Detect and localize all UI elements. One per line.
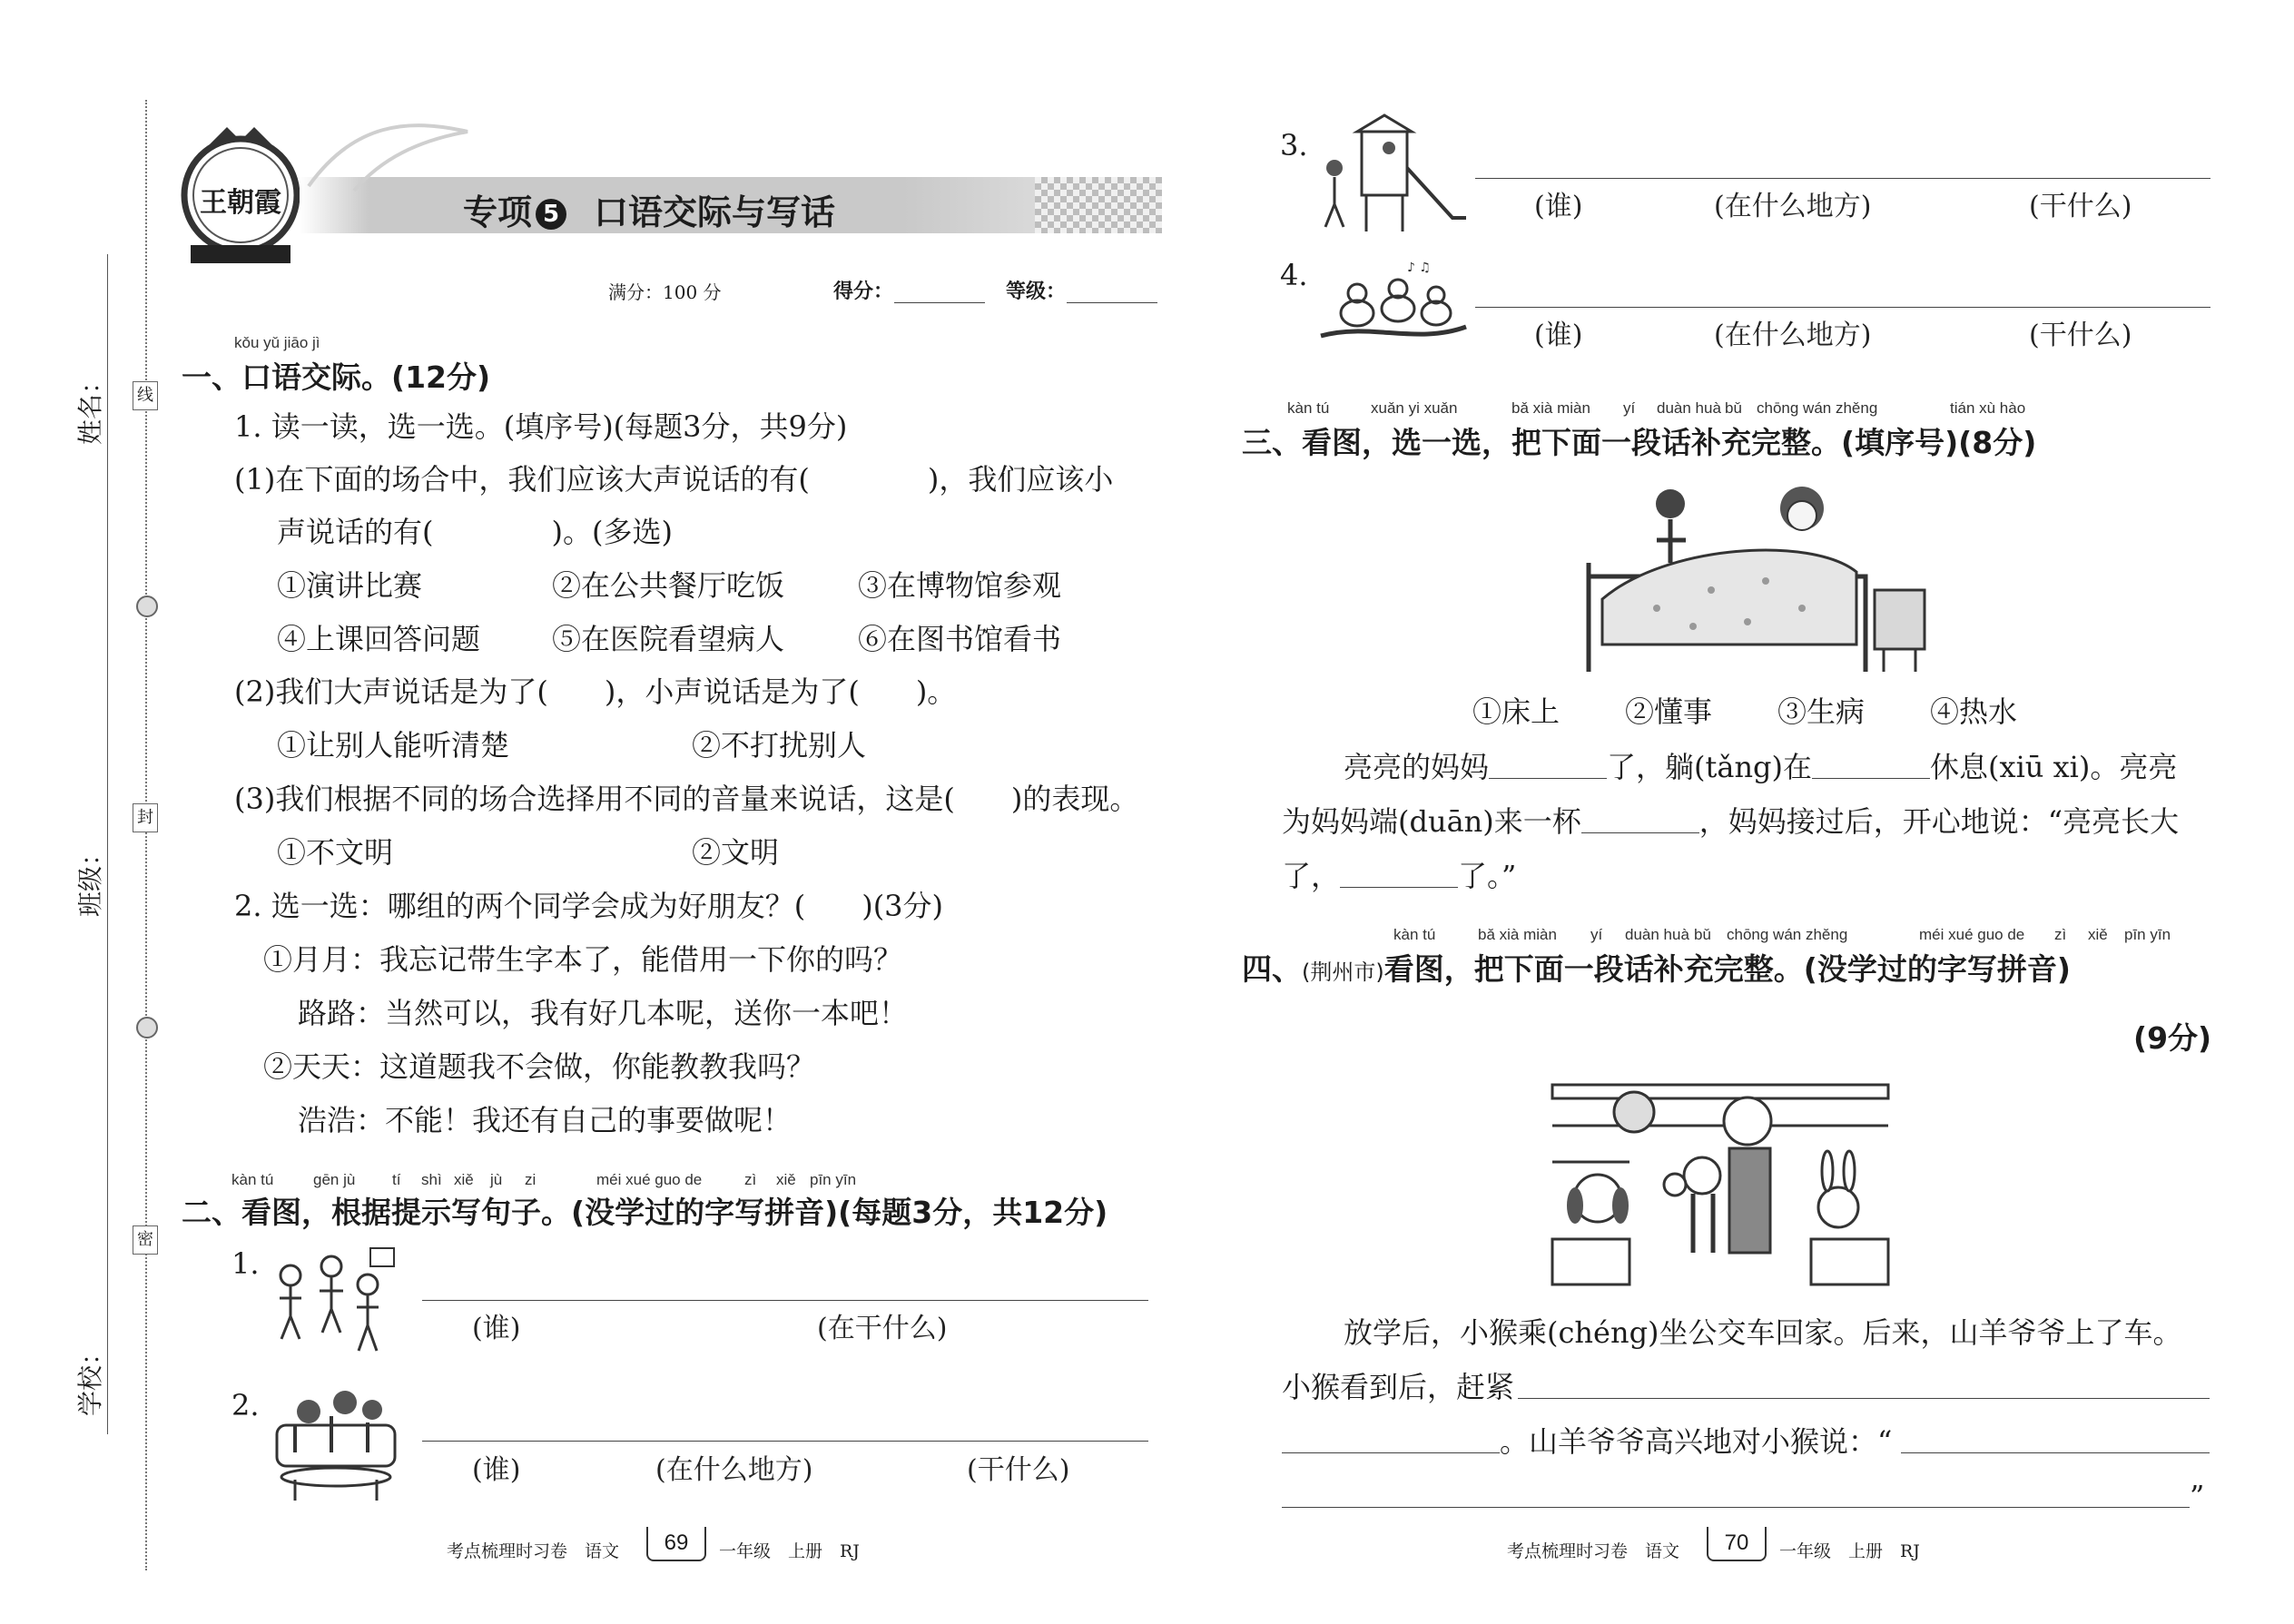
hint-label: (谁) [1534, 320, 1583, 351]
section-heading: 二、看图，根据提示写句子。(没学过的字写拼音)(每题3分，共12分) [182, 1195, 1108, 1230]
dialogue-line: 路路：当然可以，我有好几本呢，送你一本吧！ [298, 996, 909, 1030]
paragraph-line: 亮亮的妈妈 了，躺(tǎng)在 休息(xiū xi)。亮亮 [1344, 750, 2178, 784]
answer-blank[interactable] [1812, 751, 1930, 779]
answer-blank[interactable] [1581, 805, 1699, 833]
pinyin-word: bǔ [1694, 926, 1711, 943]
page-number: 70 [1707, 1527, 1767, 1561]
pinyin-word: zì [2054, 926, 2067, 943]
answer-line[interactable] [1475, 307, 2210, 308]
school-label: 学校： [75, 1339, 105, 1416]
pinyin-word: pīn yīn [810, 1171, 857, 1188]
answer-line[interactable] [422, 1300, 1148, 1301]
answer-blank[interactable] [1489, 751, 1607, 779]
hint-label: (干什么) [967, 1454, 1070, 1486]
option: ④上课回答问题 [277, 622, 481, 656]
pinyin-word: bǎ xià miàn [1478, 926, 1557, 943]
q1-2: (2)我们大声说话是为了( )，小声说话是为了( )。 [234, 674, 957, 709]
title-number-badge: 5 [536, 199, 566, 230]
dialogue-line: ②天天：这道题我不会做，你能教教我吗？ [263, 1049, 816, 1084]
answer-line[interactable] [422, 1441, 1148, 1442]
title-checker [1035, 177, 1162, 233]
hint-label: (谁) [472, 1313, 521, 1344]
binding-hole-icon [136, 1017, 158, 1038]
q1-1-line2: 声说话的有( )。(多选) [277, 515, 673, 549]
pinyin-word: xiě [454, 1171, 474, 1188]
answer-line[interactable] [1282, 1507, 2190, 1508]
dialogue-line: ①月月：我忘记带生字本了，能借用一下你的吗？ [263, 942, 903, 977]
option: ②不打扰别人 [692, 728, 867, 763]
pinyin-word: yí [1590, 926, 1603, 943]
paragraph-line: 小猴看到后，赶紧 [1282, 1370, 1515, 1404]
score-label: 得分： [833, 280, 894, 303]
pinyin-word: pīn yīn [2124, 926, 2171, 943]
pinyin-word: kàn tú [1287, 399, 1330, 417]
option: ⑤在医院看望病人 [552, 622, 785, 656]
pinyin-word: bǎ xià miàn [1511, 399, 1590, 417]
item-number: 1. [231, 1246, 260, 1281]
pinyin-word: tí [392, 1171, 401, 1188]
hint-label: (在什么地方) [1714, 320, 1872, 351]
paragraph-line: 了， 了。” [1282, 859, 1517, 893]
pinyin-word: xiě [776, 1171, 796, 1188]
paragraph-line: 为妈妈端(duān)来一杯 ，妈妈接过后，开心地说：“亮亮长大 [1282, 804, 2180, 839]
binding-hole-icon [136, 595, 158, 617]
pinyin-word: yí [1623, 399, 1636, 417]
question-1: 1. 读一读，选一选。(填序号)(每题3分，共9分) [234, 409, 848, 444]
option: ③生病 [1777, 694, 1866, 729]
fold-dotted-line [145, 100, 147, 1570]
section-heading: 三、看图，选一选，把下面一段话补充完整。(填序号)(8分) [1242, 425, 2037, 460]
hint-label: (干什么) [2029, 191, 2132, 222]
hint-label: (谁) [472, 1454, 521, 1486]
logo-text: 王朝霞 [200, 187, 281, 219]
cut-mark-xian: 线 [133, 381, 158, 410]
page-title [463, 184, 835, 234]
hint-label: (干什么) [2029, 320, 2132, 351]
footer-book: 考点梳理时习卷 语文 [447, 1541, 620, 1561]
question-2: 2. 选一选：哪组的两个同学会成为好朋友？( )(3分) [234, 889, 944, 923]
grade-blank[interactable] [1067, 302, 1157, 303]
hint-label: (在什么地方) [1714, 191, 1872, 222]
pinyin-word: méi xué guo de [596, 1171, 703, 1188]
pinyin-word: xiě [2088, 926, 2108, 943]
cut-mark-mi: 密 [133, 1225, 158, 1255]
hint-label: (在什么地方) [655, 1454, 813, 1486]
option: ①演讲比赛 [277, 568, 423, 603]
title-prefix: 专项 [463, 192, 533, 232]
pinyin-word: bǔ [1725, 399, 1742, 417]
item-number: 2. [231, 1388, 260, 1422]
answer-line[interactable] [1518, 1398, 2210, 1399]
dialogue-line: 浩浩：不能！我还有自己的事要做呢！ [298, 1103, 793, 1137]
answer-blank[interactable] [1340, 860, 1458, 888]
pinyin-word: gēn jù [313, 1171, 356, 1188]
picture-playground-slide [1316, 113, 1471, 236]
pinyin-word: kàn tú [1393, 926, 1436, 943]
section-heading: 一、口语交际。(12分) [182, 359, 491, 395]
title-text: 口语交际与写话 [594, 192, 836, 232]
svg-text:♪ ♫: ♪ ♫ [1407, 261, 1431, 275]
closing-quote: ” [2190, 1479, 2205, 1513]
brand-logo [172, 109, 309, 263]
item-number: 4. [1280, 258, 1308, 292]
option: ①不文明 [277, 835, 394, 870]
picture-birds-on-branch [1316, 259, 1471, 368]
score-blank[interactable] [894, 302, 985, 303]
option: ②在公共餐厅吃饭 [552, 568, 785, 603]
option: ②懂事 [1625, 694, 1713, 729]
pinyin-word: tián xù hào [1950, 399, 2026, 417]
option: ③在博物馆参观 [858, 568, 1062, 603]
option: ②文明 [692, 835, 780, 870]
pinyin-word: zì [744, 1171, 757, 1188]
answer-line[interactable] [1475, 178, 2210, 179]
section-heading: 四、(荆州市)看图，把下面一段话补充完整。(没学过的字写拼音) [1242, 951, 2071, 987]
item-number: 3. [1280, 128, 1308, 162]
grade-label: 等级： [1006, 280, 1067, 303]
paragraph-line: 放学后，小猴乘(chéng)坐公交车回家。后来，山羊爷爷上了车。 [1344, 1315, 2182, 1350]
cut-mark-feng: 封 [133, 803, 158, 832]
title-ribbon [300, 113, 472, 199]
hint-label: (在干什么) [817, 1313, 948, 1344]
option: ⑥在图书馆看书 [858, 622, 1062, 656]
section-score: (9分) [2133, 1020, 2212, 1056]
option: ④热水 [1930, 694, 2018, 729]
option: ①床上 [1472, 694, 1561, 729]
option: ①让别人能听清楚 [277, 728, 510, 763]
footer-grade: 一年级 上册 RJ [1779, 1541, 1920, 1561]
q1-1-line1: (1)在下面的场合中，我们应该大声说话的有( )，我们应该小 [234, 462, 1114, 497]
pinyin-word: duàn huà [1625, 926, 1689, 943]
page-number: 69 [646, 1527, 706, 1561]
full-score: 满分：100 分 [608, 281, 722, 303]
hint-label: (谁) [1534, 191, 1583, 222]
picture-bus-scene [1548, 1071, 1893, 1294]
picture-kids-playing [263, 1244, 399, 1357]
class-label: 班级： [75, 840, 105, 917]
pinyin-word: shì [421, 1171, 442, 1188]
picture-mom-in-bed [1584, 472, 1929, 676]
answer-line[interactable] [1901, 1452, 2210, 1453]
pinyin-row: kǒu yǔ jiāo jì [234, 334, 320, 351]
picture-family-sofa [268, 1375, 404, 1502]
name-label: 姓名： [75, 368, 105, 445]
footer-grade: 一年级 上册 RJ [719, 1541, 860, 1561]
pinyin-word: zi [525, 1171, 537, 1188]
pinyin-word: kàn tú [231, 1171, 274, 1188]
pinyin-word: jù [490, 1171, 503, 1188]
pinyin-word: chōng wán zhěng [1727, 926, 1848, 943]
paragraph-line: 。山羊爷爷高兴地对小猴说：“ [1500, 1424, 1893, 1459]
answer-line[interactable] [1282, 1452, 1500, 1453]
pinyin-word: xuǎn yi xuǎn [1371, 399, 1458, 417]
region-tag: (荆州市) [1302, 960, 1384, 985]
pinyin-word: chōng wán zhěng [1757, 399, 1878, 417]
footer-book: 考点梳理时习卷 语文 [1507, 1541, 1680, 1561]
pinyin-word: duàn huà [1657, 399, 1721, 417]
q1-3: (3)我们根据不同的场合选择用不同的音量来说话，这是( )的表现。 [234, 782, 1139, 816]
pinyin-word: méi xué guo de [1919, 926, 2025, 943]
